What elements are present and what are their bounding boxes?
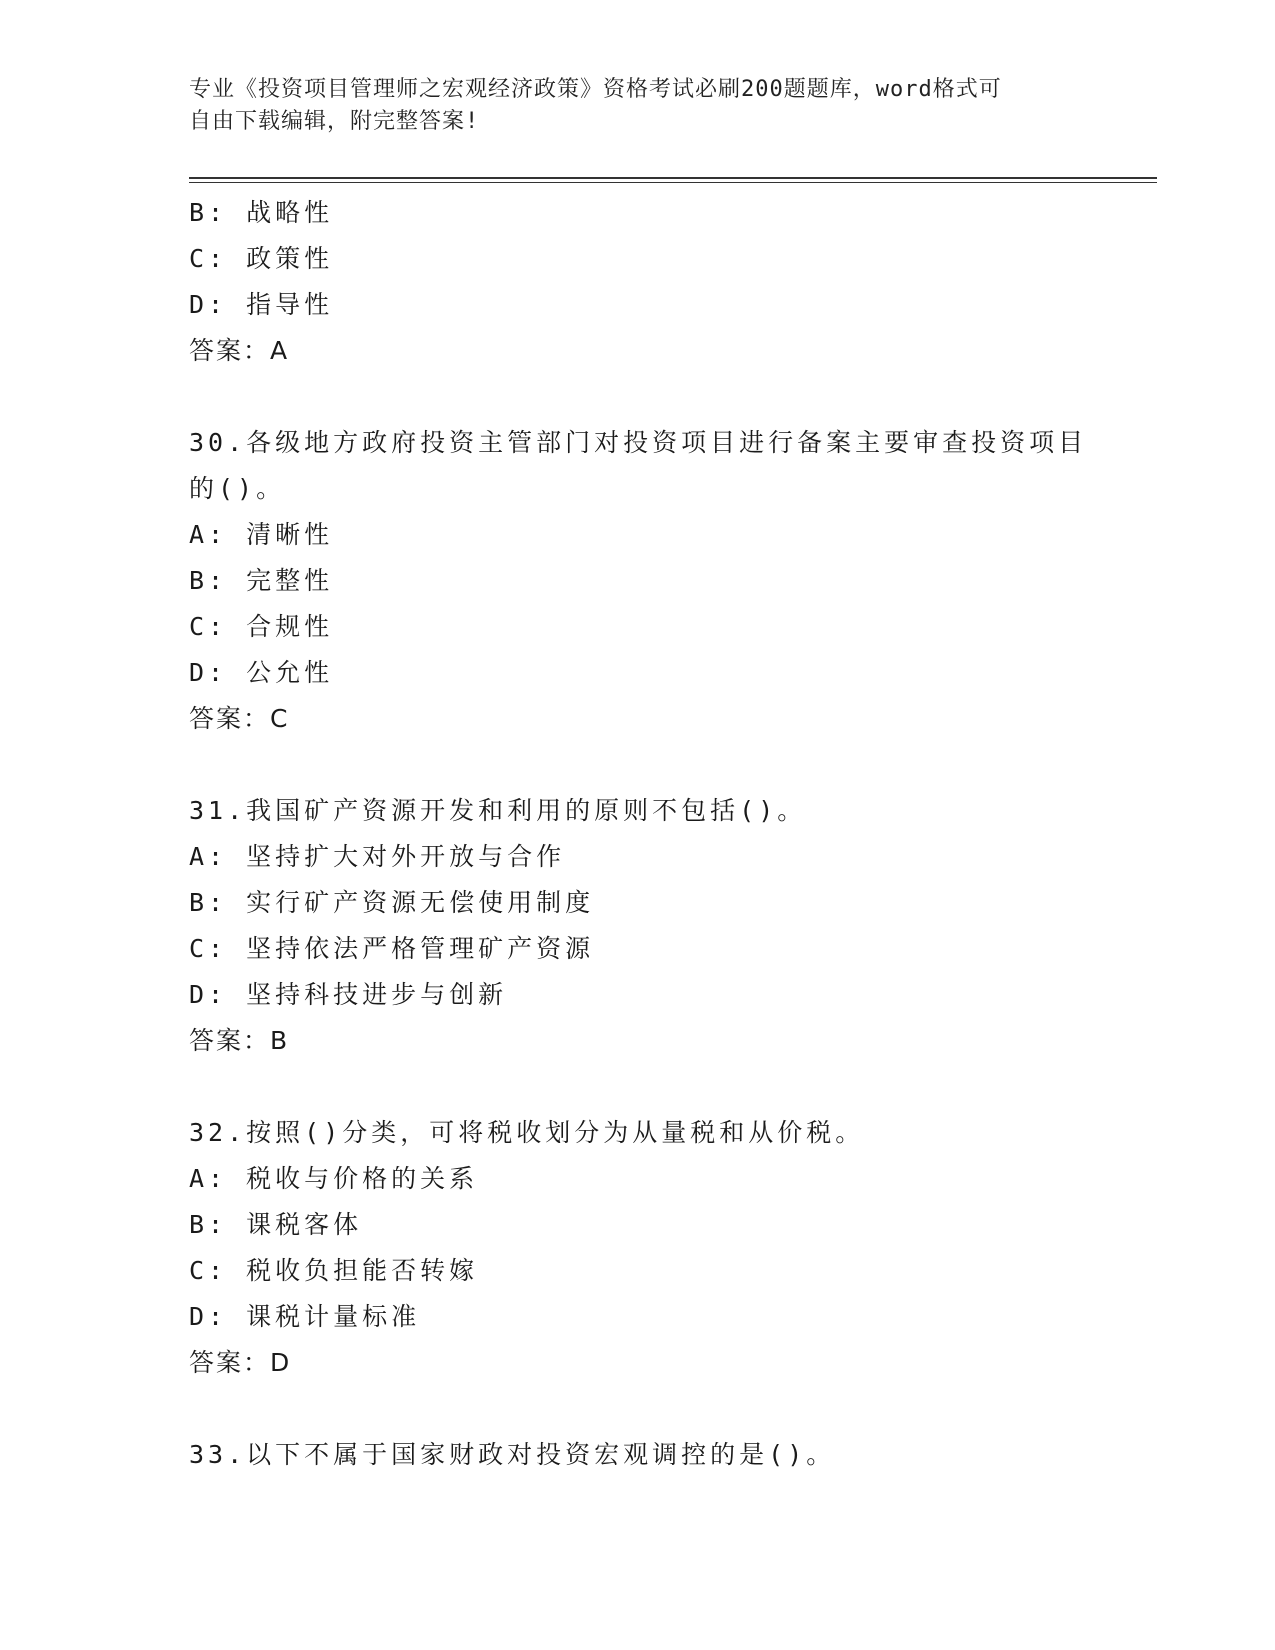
question-block-33 xyxy=(189,1432,1089,1478)
question-block-30 xyxy=(189,420,1089,742)
option-d: D: 坚持科技进步与创新 xyxy=(189,980,508,1009)
option-b: B: 课税客体 xyxy=(189,1210,363,1239)
question-block-32 xyxy=(189,1110,1089,1386)
question-stem: 32.按照()分类，可将税收划分为从量税和从价税。 xyxy=(189,1118,865,1147)
option-d: D: 公允性 xyxy=(189,658,334,687)
question-stem: 31.我国矿产资源开发和利用的原则不包括()。 xyxy=(189,796,807,825)
answer-line: 答案：D xyxy=(189,1348,292,1377)
option-c: C: 坚持依法严格管理矿产资源 xyxy=(189,934,595,963)
header-line-1: 专业《投资项目管理师之宏观经济政策》资格考试必刷200题题库，word格式可 xyxy=(189,77,1002,102)
answer-line: 答案：C xyxy=(189,704,290,733)
header-divider-thin xyxy=(189,182,1157,183)
option-b: B: 完整性 xyxy=(189,566,334,595)
spacer xyxy=(189,742,1089,788)
option-a: A: 清晰性 xyxy=(189,520,334,549)
option-b: B: 战略性 xyxy=(189,198,334,227)
answer-line: 答案：A xyxy=(189,336,290,365)
option-d: D: 指导性 xyxy=(189,290,334,319)
option-c: C: 政策性 xyxy=(189,244,334,273)
header-divider-thick xyxy=(189,177,1157,179)
question-stem: 33.以下不属于国家财政对投资宏观调控的是()。 xyxy=(189,1440,836,1469)
option-a: A: 坚持扩大对外开放与合作 xyxy=(189,842,566,871)
question-list xyxy=(189,190,1089,1478)
question-stem-line-1: 30.各级地方政府投资主管部门对投资项目进行备案主要审查投资项目 xyxy=(189,428,1088,457)
spacer xyxy=(189,1064,1089,1110)
question-block-29 xyxy=(189,190,1089,374)
spacer xyxy=(189,374,1089,420)
answer-line: 答案：B xyxy=(189,1026,290,1055)
question-block-31 xyxy=(189,788,1089,1064)
option-b: B: 实行矿产资源无偿使用制度 xyxy=(189,888,595,917)
document-header xyxy=(189,74,1069,138)
option-a: A: 税收与价格的关系 xyxy=(189,1164,479,1193)
option-c: C: 税收负担能否转嫁 xyxy=(189,1256,479,1285)
question-stem-line-2: 的()。 xyxy=(189,474,286,503)
header-line-2: 自由下载编辑，附完整答案! xyxy=(189,109,480,134)
option-c: C: 合规性 xyxy=(189,612,334,641)
option-d: D: 课税计量标准 xyxy=(189,1302,421,1331)
spacer xyxy=(189,1386,1089,1432)
